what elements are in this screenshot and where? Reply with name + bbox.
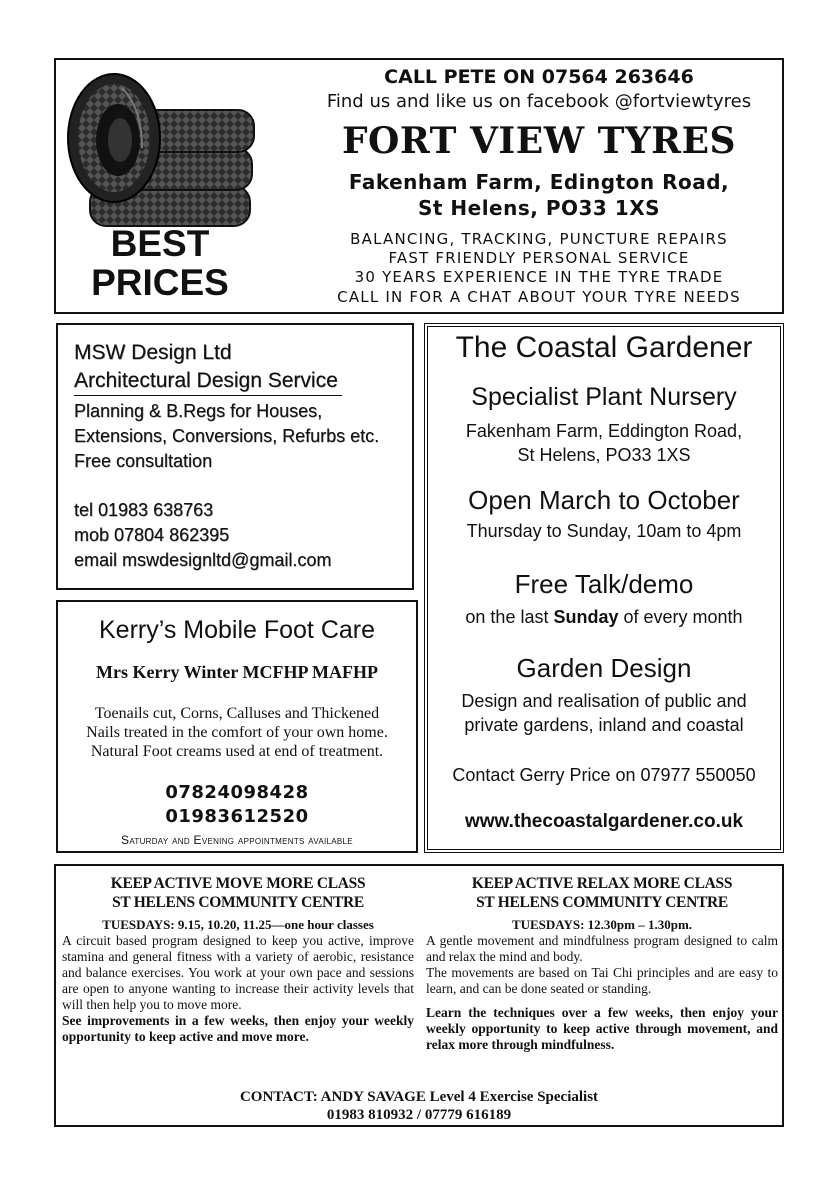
contact-name: CONTACT: ANDY SAVAGE Level 4 Exercise Specialist (239, 1089, 599, 1105)
tyre-stack-image (62, 68, 262, 230)
cg-gd-line-1: Design and realisation of public and (461, 691, 747, 711)
cg-contact: Contact Gerry Price on 07977 550050 (452, 765, 756, 785)
kerry-phone-1: 07824098428 (165, 782, 309, 803)
kerry-description: Toenails cut, Corns, Calluses and Thickened Nails treated in the comfort of your own home. Natural Foot creams used at end of treatment. (86, 705, 388, 760)
kerry-foot-care-ad (56, 600, 418, 853)
coastal-gardener-ad (424, 323, 784, 853)
relax-more-column (426, 874, 778, 1053)
best-prices-text: BEST PRICES (91, 223, 229, 303)
class-venue: ST HELENS COMMUNITY CENTRE (476, 894, 728, 911)
cg-subtitle: Specialist Plant Nursery (471, 383, 737, 411)
service-line: CALL IN FOR A CHAT ABOUT YOUR TYRE NEEDS (337, 288, 741, 306)
facebook-line: Find us and like us on facebook @fortviewtyres (326, 91, 752, 112)
class-description: A circuit based program designed to keep you active, improve stamina and general fitness with a variety of aerobic, resistance and balance exercises. You work at your own pace and sessions are open to anyone wanting to increase their activity levels that will then help you to move more. (62, 933, 414, 1012)
msw-mob: mob 07804 862395 (74, 525, 230, 545)
class-tagline: Learn the techniques over a few weeks, then enjoy your weekly opportunity to keep active through movement, and relax more through mindfulness. (426, 1005, 778, 1052)
class-tagline: See improvements in a few weeks, then enjoy your weekly opportunity to keep active and move more. (62, 1013, 414, 1044)
class-title: KEEP ACTIVE RELAX MORE CLASS (471, 875, 733, 892)
tyres-ad (54, 58, 784, 314)
cg-title: The Coastal Gardener (455, 331, 753, 364)
move-more-column (62, 874, 414, 1045)
cg-open: Open March to October (468, 485, 740, 515)
kerry-name: Mrs Kerry Winter MCFHP MAFHP (96, 662, 378, 682)
cg-free-talk: Free Talk/demo (514, 569, 694, 599)
address-line-1: Fakenham Farm, Edington Road, (348, 170, 730, 194)
contact-phones: 01983 810932 / 07779 616189 (326, 1107, 512, 1123)
class-times: TUESDAYS: 12.30pm – 1.30pm. (511, 917, 693, 932)
cg-address-2: St Helens, PO33 1XS (517, 445, 691, 465)
business-name: FORT VIEW TYRES (341, 120, 737, 162)
call-line: CALL PETE ON 07564 263646 (384, 66, 694, 88)
msw-service: Architectural Design Service (74, 367, 342, 396)
cg-garden-design: Garden Design (516, 653, 692, 683)
msw-line: Planning & B.Regs for Houses, (74, 401, 323, 421)
class-times: TUESDAYS: 9.15, 10.20, 11.25—one hour classes (102, 917, 374, 932)
address-line-2: St Helens, PO33 1XS (417, 196, 661, 220)
contact-block (56, 1088, 782, 1124)
service-line: 30 YEARS EXPERIENCE IN THE TYRE TRADE (354, 268, 724, 286)
msw-company: MSW Design Ltd (74, 341, 232, 364)
msw-email: email mswdesignltd@gmail.com (74, 550, 332, 570)
class-venue: ST HELENS COMMUNITY CENTRE (112, 894, 364, 911)
cg-website: www.thecoastalgardener.co.uk (464, 811, 744, 832)
cg-gd-line-2: private gardens, inland and coastal (464, 715, 744, 735)
service-line: FAST FRIENDLY PERSONAL SERVICE (388, 249, 690, 267)
kerry-title: Kerry’s Mobile Foot Care (98, 616, 376, 644)
cg-days: Thursday to Sunday, 10am to 4pm (466, 521, 742, 541)
msw-line: Extensions, Conversions, Refurbs etc. (74, 426, 380, 446)
msw-tel: tel 01983 638763 (74, 500, 214, 520)
cg-address-1: Fakenham Farm, Eddington Road, (465, 421, 743, 441)
msw-design-ad (56, 323, 414, 590)
class-description: A gentle movement and mindfulness program designed to calm and relax the mind and body. (426, 933, 778, 964)
service-line: BALANCING, TRACKING, PUNCTURE REPAIRS (350, 230, 728, 248)
class-description: The movements are based on Tai Chi principles and are easy to learn, and can be done seated or standing. (426, 965, 778, 996)
keep-active-ad (54, 864, 784, 1127)
msw-line: Free consultation (74, 451, 213, 471)
cg-last-sunday: on the last Sunday of every month (465, 607, 743, 627)
class-title: KEEP ACTIVE MOVE MORE CLASS (110, 875, 366, 892)
kerry-note: Saturday and Evening appointments available (121, 833, 353, 847)
kerry-phone-2: 01983612520 (165, 806, 309, 827)
